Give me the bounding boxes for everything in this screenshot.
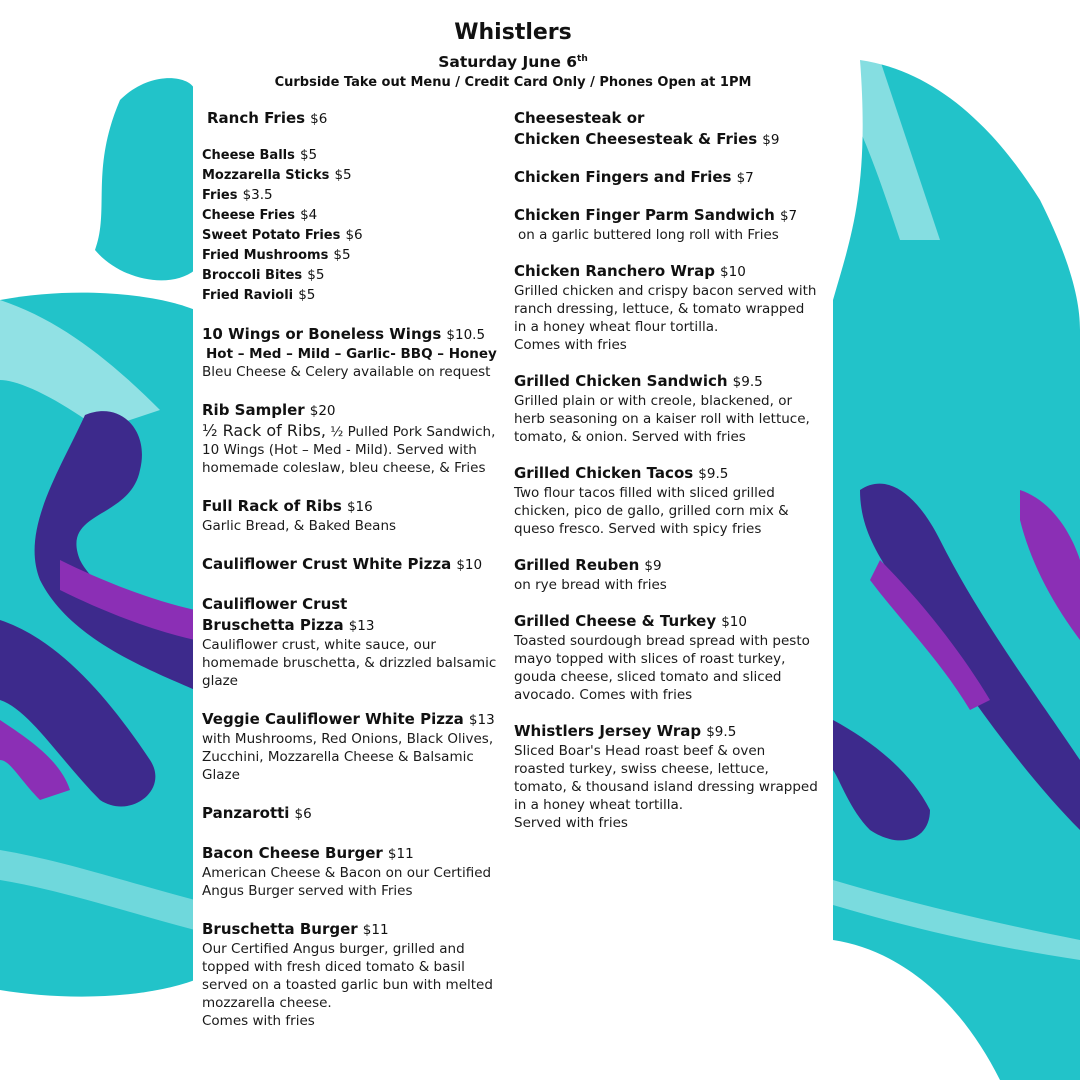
menu-item-grilled-chicken-tacos: Grilled Chicken Tacos $9.5 Two flour tacos filled with sliced grilled chicken, pico de gallo, grilled corn mix & queso fresco. Served with spicy fries	[514, 464, 789, 537]
menu-item-side	[202, 285, 502, 305]
menu-item-side	[202, 205, 502, 225]
menu-item-grilled-cheese-turkey: Grilled Cheese & Turkey $10 Toasted sourdough bread spread with pesto mayo topped with slices of roast turkey, gouda cheese, sliced tomato and sliced avocado. Comes with fries	[514, 612, 810, 703]
menu-item-cauliflower-bruschetta-pizza: Cauliflower Crust Bruschetta Pizza $13 Cauliflower crust, white sauce, our homemade bruschetta, & drizzled balsamic glaze	[202, 595, 497, 689]
side-price: $5	[334, 167, 352, 183]
menu-subtitle: Curbside Take out Menu / Credit Card Only / Phones Open at 1PM	[274, 75, 752, 91]
menu-right-column	[514, 108, 819, 832]
side-price: $5	[298, 287, 316, 303]
side-name: Fries	[202, 188, 238, 203]
side-price: $5	[333, 247, 351, 263]
menu-item-chicken-ranchero-wrap: Chicken Ranchero Wrap $10 Grilled chicken and crispy bacon served with ranch dressing, lettuce, & tomato wrapped in a honey wheat flour tortilla. Comes with fries	[514, 262, 817, 353]
menu-item-side	[202, 165, 502, 185]
menu-item-bruschetta-burger: Bruschetta Burger $11 Our Certified Angus burger, grilled and topped with fresh diced tomato & basil served on a toasted garlic bun with melted mozzarella cheese. Comes with fries	[202, 920, 493, 1029]
menu-item-side	[202, 265, 502, 285]
menu-item-grilled-reuben: Grilled Reuben $9 on rye bread with fries	[514, 556, 667, 593]
menu-item-veggie-cauliflower-pizza: Veggie Cauliflower White Pizza $13 with Mushrooms, Red Onions, Black Olives, Zucchini, Mozzarella Cheese & Balsamic Glaze	[202, 710, 495, 783]
side-price: $3.5	[242, 187, 273, 203]
menu-left-column	[202, 108, 502, 1030]
menu-item-side	[202, 185, 502, 205]
menu-item-side	[202, 145, 502, 165]
menu-header	[193, 18, 833, 93]
menu-item-wings: 10 Wings or Boneless Wings $10.5 Hot – Med – Mild – Garlic- BBQ – Honey Bleu Cheese & Celery available on request	[202, 325, 497, 380]
side-price: $5	[299, 147, 318, 163]
menu-item-side	[202, 225, 502, 245]
side-price: $6	[345, 227, 363, 243]
menu-item-rib-sampler: Rib Sampler $20 ½ Rack of Ribs, ½ Pulled Pork Sandwich, 10 Wings (Hot – Med - Mild). Served with homemade coleslaw, bleu cheese, & Fries	[202, 401, 496, 476]
side-name: Cheese Fries	[202, 208, 295, 223]
menu-item-chicken-finger-parm: Chicken Finger Parm Sandwich $7 on a garlic buttered long roll with Fries	[514, 206, 798, 243]
menu-item-ranch-fries: Ranch Fries $6	[207, 109, 328, 127]
menu-date: Saturday June 6th	[438, 53, 588, 72]
menu-item-grilled-chicken-sandwich: Grilled Chicken Sandwich $9.5 Grilled plain or with creole, blackened, or herb seasoning on a kaiser roll with lettuce, tomato, & onion. Served with fries	[514, 372, 810, 445]
menu-item-cauliflower-white-pizza: Cauliflower Crust White Pizza $10	[202, 555, 483, 573]
menu-item-panzarotti: Panzarotti $6	[202, 804, 312, 822]
menu-item-chicken-fingers: Chicken Fingers and Fries $7	[514, 168, 754, 186]
menu-item-bacon-cheese-burger: Bacon Cheese Burger $11 American Cheese & Bacon on our Certified Angus Burger served with Fries	[202, 844, 492, 899]
menu-item-side	[202, 245, 502, 265]
side-name: Cheese Balls	[202, 148, 295, 163]
menu-item-whistlers-jersey-wrap: Whistlers Jersey Wrap $9.5 Sliced Boar's Head roast beef & oven roasted turkey, swiss cheese, lettuce, tomato, & thousand island dressing wrapped in a honey wheat tortilla. Served with fries	[514, 722, 818, 831]
sides-list	[202, 145, 502, 305]
side-price: $4	[300, 207, 318, 223]
menu-item-cheesesteak: Cheesesteak or Chicken Cheesesteak & Fries $9	[514, 109, 780, 148]
side-name: Broccoli Bites	[202, 268, 303, 283]
side-price: $5	[307, 267, 325, 283]
menu-item-full-rack: Full Rack of Ribs $16 Garlic Bread, & Baked Beans	[202, 497, 397, 534]
side-name: Fried Ravioli	[202, 288, 294, 303]
restaurant-title: Whistlers	[454, 20, 572, 45]
side-name: Mozzarella Sticks	[202, 168, 330, 183]
side-name: Sweet Potato Fries	[202, 228, 341, 243]
side-name: Fried Mushrooms	[202, 248, 329, 263]
